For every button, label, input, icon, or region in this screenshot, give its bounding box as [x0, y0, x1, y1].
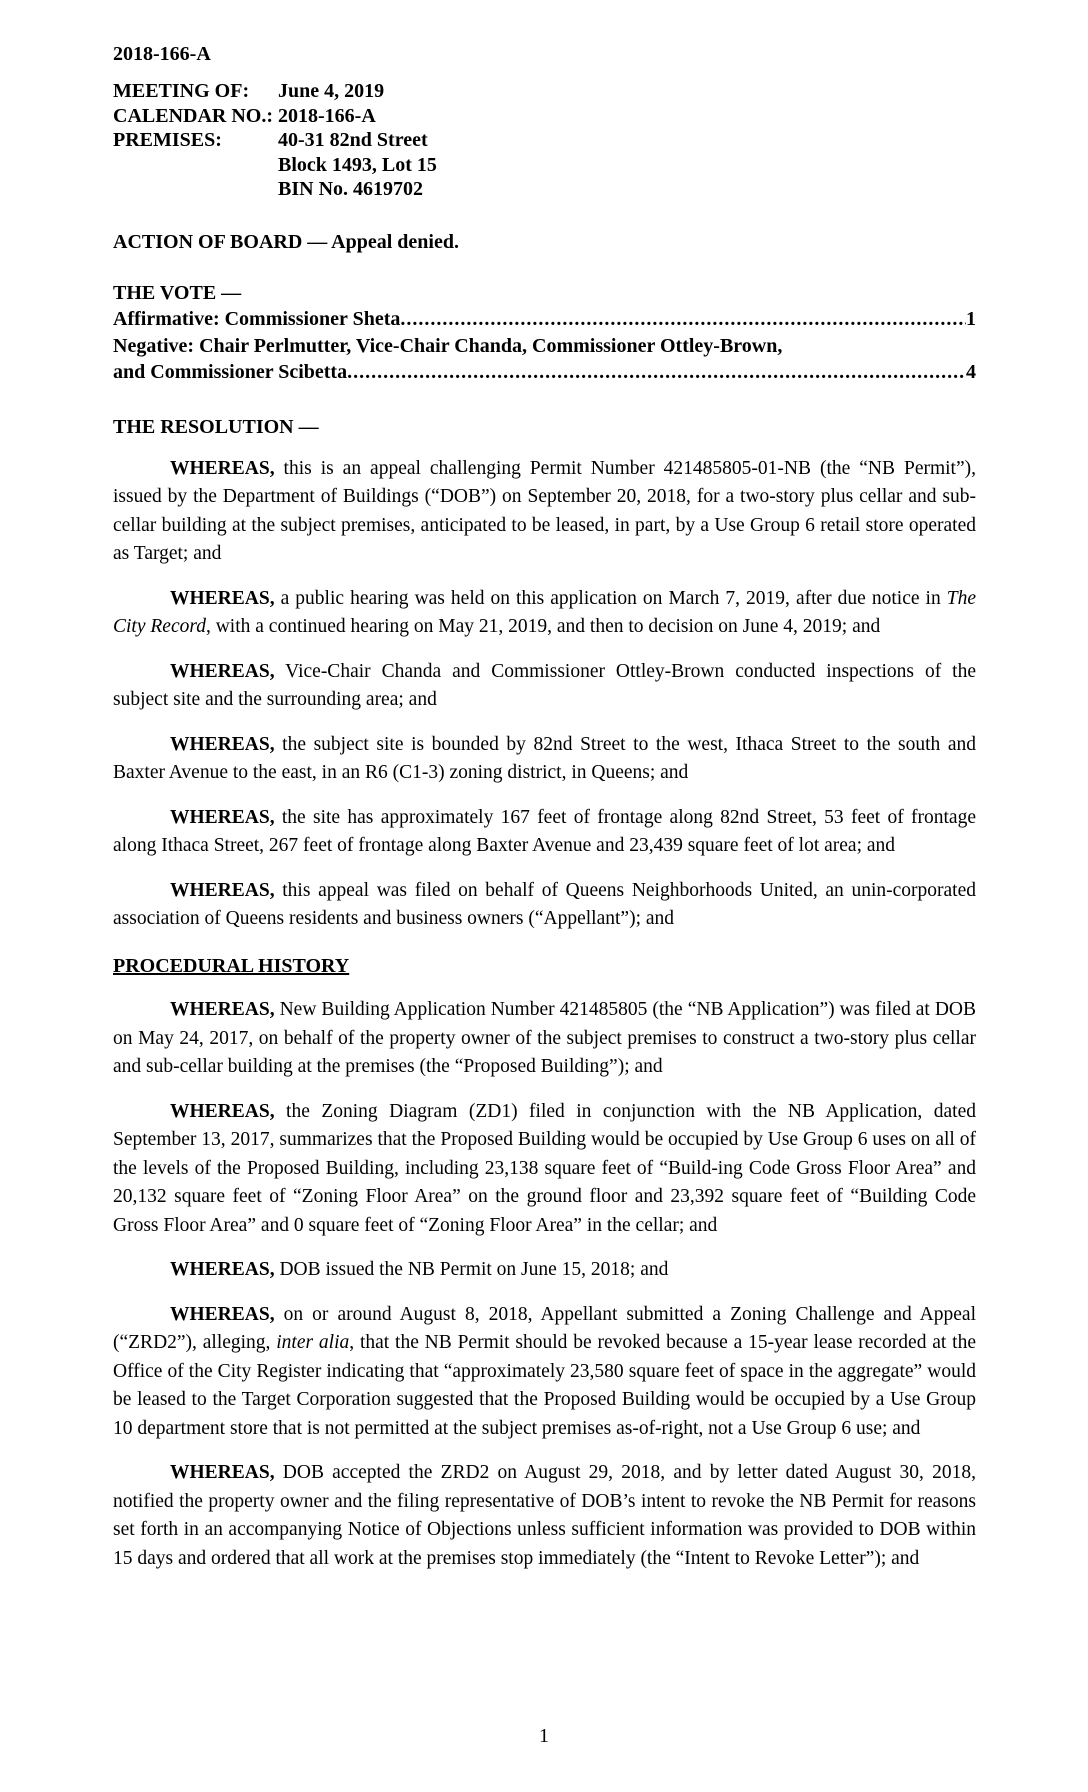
- meta-value: June 4, 2019: [278, 80, 385, 102]
- paragraph-text: New Building Application Number 421485805 (the “NB Application”) was filed at DOB on May 24, 2017, on behalf of the property owner of the subject premises to construct a two-story plus cellar and sub-cellar building at the premises (the “Proposed Building”); and: [113, 999, 976, 1077]
- body-paragraph: [113, 1098, 976, 1241]
- paragraph-text: a public hearing was held on this application on March 7, 2019, after due notice in: [274, 587, 947, 609]
- vote-text: Affirmative: Commissioner Sheta: [113, 308, 401, 330]
- meta-label: [113, 177, 278, 202]
- resolution-body: [113, 455, 976, 1574]
- whereas-keyword: WHEREAS,: [170, 660, 275, 682]
- meta-value: 40-31 82nd Street: [278, 129, 428, 151]
- body-paragraph: [113, 1301, 976, 1444]
- vote-line-negative: [113, 333, 976, 360]
- body-paragraph: [113, 455, 976, 569]
- meta-label: CALENDAR NO.:: [113, 104, 273, 127]
- paragraph-text: this is an appeal challenging Permit Number 421485805-01-NB (the “NB Permit”), issued by the Department of Buildings (“DOB”) on September 20, 2018, for a two-story plus cellar and sub-cellar building at the subject premises, anticipated to be leased, in part, by a Use Group 6 retail store operated as Target; and: [113, 457, 976, 564]
- body-paragraph: [113, 1459, 976, 1573]
- paragraph-text: the subject site is bounded by 82nd Street to the west, Ithaca Street to the south and Baxter Avenue to the east, in an R6 (C1-3) zoning district, in Queens; and: [113, 733, 976, 783]
- case-meta-block: [113, 79, 976, 202]
- paragraph-text: the Zoning Diagram (ZD1) filed in conjunction with the NB Application, dated September 13, 2017, summarizes that the Proposed Building would be occupied by Use Group 6 uses on all of the levels of the Proposed Building, including 23,138 square feet of “Build-ing Code Gross Floor Area” and 20,132 square feet of “Zoning Floor Area” on the ground floor and 23,392 square feet of “Building Code Gross Floor Area” and 0 square feet of “Zoning Floor Area” in the cellar; and: [113, 1100, 976, 1236]
- whereas-keyword: WHEREAS,: [170, 457, 275, 479]
- meta-value: BIN No. 4619702: [278, 178, 424, 200]
- body-paragraph: [113, 877, 976, 934]
- meta-label: [113, 153, 278, 178]
- vote-text: Negative: Chair Perlmutter, Vice-Chair Chanda, Commissioner Ottley-Brown,: [113, 334, 783, 357]
- vote-text: and Commissioner Scibetta: [113, 361, 348, 383]
- vote-count: 1: [966, 308, 976, 330]
- whereas-keyword: WHEREAS,: [170, 999, 275, 1020]
- resolution-heading: THE RESOLUTION —: [113, 415, 319, 438]
- whereas-keyword: WHEREAS,: [170, 733, 275, 755]
- vote-line-affirmative: [113, 306, 976, 333]
- vote-block: [113, 280, 976, 386]
- whereas-keyword: WHEREAS,: [170, 587, 275, 609]
- body-paragraph: [113, 585, 976, 642]
- meta-value: 2018-166-A: [278, 104, 376, 127]
- body-paragraph: [113, 804, 976, 861]
- whereas-keyword: WHEREAS,: [170, 1259, 275, 1280]
- meta-row-premises: [113, 128, 976, 153]
- paragraph-text: on or around August 8, 2018, Appellant submitted a Zoning Challenge and Appeal (“ZRD2”), alleging,: [113, 1303, 976, 1353]
- vote-line-negative-continued: [113, 359, 976, 386]
- action-of-board: ACTION OF BOARD — Appeal denied.: [113, 230, 459, 253]
- meta-label: PREMISES:: [113, 129, 222, 151]
- meta-row-bin: [113, 177, 976, 202]
- body-paragraph: [113, 1256, 976, 1285]
- body-paragraph: [113, 996, 976, 1082]
- paragraph-text: DOB accepted the ZRD2 on August 29, 2018, and by letter dated August 30, 2018, notified the property owner and the filing representative of DOB’s intent to revoke the NB Permit for reasons set forth in an accompanying Notice of Objections unless sufficient information was provided to DOB within 15 days and ordered that all work at the premises stop immediately (the “Intent to Revoke Letter”); and: [113, 1462, 976, 1569]
- paragraph-text: , that the NB Permit should be revoked because a 15-year lease recorded at the Office of the City Register indicating that “approximately 23,580 square feet of space in the aggregate” would be leased to the Target Corporation suggested that the Proposed Building would be occupied by a Use Group 10 department store that is not permitted at the subject premises as-of-right, not a Use Group 6 use; and: [113, 1332, 976, 1439]
- paragraph-text: the site has approximately 167 feet of frontage along 82nd Street, 53 feet of frontage along Ithaca Street, 267 feet of frontage along Baxter Avenue and 23,439 square feet of lot area; and: [113, 806, 976, 856]
- meta-row-meeting: [113, 79, 976, 104]
- whereas-keyword: WHEREAS,: [170, 1303, 275, 1325]
- docket-number: 2018-166-A: [113, 43, 211, 65]
- paragraph-text: Vice-Chair Chanda and Commissioner Ottley-Brown conducted inspections of the subject site and the surrounding area; and: [113, 660, 976, 710]
- meta-row-calendar: [113, 104, 976, 129]
- dot-leader: [400, 306, 966, 333]
- meta-label: MEETING OF:: [113, 80, 250, 102]
- whereas-keyword: WHEREAS,: [170, 806, 275, 828]
- whereas-keyword: WHEREAS,: [170, 1462, 275, 1483]
- body-paragraph: [113, 658, 976, 715]
- vote-heading: THE VOTE —: [113, 281, 242, 304]
- paragraph-text: , with a continued hearing on May 21, 2019, and then to decision on June 4, 2019; and: [205, 616, 881, 637]
- vote-count: 4: [966, 361, 976, 383]
- paragraph-text: inter alia: [276, 1332, 350, 1353]
- page-number: 1: [539, 1725, 549, 1747]
- paragraph-text: DOB issued the NB Permit on June 15, 2018; and: [274, 1259, 669, 1280]
- section-heading: PROCEDURAL HISTORY: [113, 954, 350, 977]
- whereas-keyword: WHEREAS,: [170, 879, 275, 901]
- meta-value: Block 1493, Lot 15: [278, 153, 437, 176]
- body-paragraph: [113, 731, 976, 788]
- paragraph-text: The City Record: [113, 587, 976, 637]
- dot-leader: [347, 359, 966, 386]
- meta-row-block-lot: [113, 153, 976, 178]
- whereas-keyword: WHEREAS,: [170, 1100, 275, 1122]
- paragraph-text: this appeal was filed on behalf of Queens Neighborhoods United, an unin-corporated association of Queens residents and business owners (“Appellant”); and: [113, 879, 976, 929]
